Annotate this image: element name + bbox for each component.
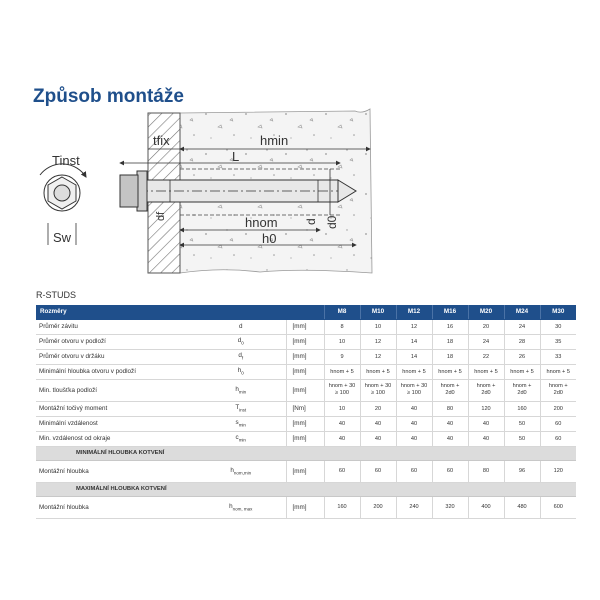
row-symbol — [196, 364, 286, 379]
section-title: MINIMÁLNÍ HLOUBKA KOTVENÍ — [36, 446, 576, 460]
header-size: M30 — [540, 305, 576, 319]
row-value: 40 — [360, 416, 396, 431]
table-row — [36, 349, 576, 364]
symbol-letter: h — [235, 385, 239, 393]
label-hnom: hnom — [245, 215, 278, 230]
row-value: hnom + 5 — [468, 364, 504, 379]
label-tinst: Tinst — [52, 153, 80, 168]
row-value: 18 — [432, 334, 468, 349]
table-section-row — [36, 446, 576, 460]
row-symbol — [196, 416, 286, 431]
label-df: df — [155, 211, 167, 221]
value-line-2: ≥ 100 — [407, 390, 421, 396]
row-value: 10 — [324, 334, 360, 349]
row-unit: [mm] — [286, 334, 324, 349]
table-row — [36, 364, 576, 379]
row-value: 60 — [540, 431, 576, 446]
row-label: Montážní točivý moment — [36, 401, 196, 416]
symbol-letter: d — [238, 352, 242, 360]
row-value: 60 — [324, 460, 360, 482]
table-row — [36, 401, 576, 416]
symbol-subscript: 0 — [241, 370, 244, 376]
row-symbol — [196, 401, 286, 416]
row-value: 14 — [396, 349, 432, 364]
row-value: 12 — [360, 349, 396, 364]
row-symbol — [196, 496, 286, 518]
row-unit: [mm] — [286, 349, 324, 364]
row-value: 40 — [360, 431, 396, 446]
symbol-subscript: min — [238, 389, 247, 395]
row-value: 50 — [504, 431, 540, 446]
row-value: 40 — [396, 401, 432, 416]
header-size: M16 — [432, 305, 468, 319]
row-value: 40 — [324, 431, 360, 446]
value-line-1: hnom + 2d0 — [440, 383, 460, 396]
row-value: 24 — [504, 319, 540, 334]
symbol-subscript: f — [241, 355, 244, 361]
row-value: 10 — [324, 401, 360, 416]
row-value: 40 — [324, 416, 360, 431]
row-value: 60 — [360, 460, 396, 482]
header-size: M20 — [468, 305, 504, 319]
row-value: 40 — [432, 416, 468, 431]
row-value: 20 — [468, 319, 504, 334]
symbol-letter: d — [237, 337, 242, 345]
row-value: 40 — [468, 431, 504, 446]
row-value: hnom + 5 — [324, 364, 360, 379]
row-label: Minimální hloubka otvoru v podloží — [36, 364, 196, 379]
row-value: 16 — [432, 319, 468, 334]
header-size: M8 — [324, 305, 360, 319]
row-symbol — [196, 334, 286, 349]
row-value — [432, 379, 468, 401]
section-label: R-STUDS — [36, 290, 76, 300]
table-row — [36, 334, 576, 349]
value-line-2: ≥ 100 — [335, 390, 349, 396]
row-unit: [mm] — [286, 319, 324, 334]
row-value — [540, 379, 576, 401]
row-value: hnom + 5 — [504, 364, 540, 379]
table-row — [36, 379, 576, 401]
row-value: 40 — [396, 416, 432, 431]
header-label: Rozměry — [36, 305, 196, 319]
row-value: 400 — [468, 496, 504, 518]
symbol-subscript: inst — [239, 407, 247, 413]
row-value: 28 — [504, 334, 540, 349]
label-d: d — [304, 218, 318, 225]
row-label: Montážní hloubka — [36, 460, 196, 482]
row-value: 12 — [396, 319, 432, 334]
row-value: hnom + 5 — [396, 364, 432, 379]
row-value: 8 — [324, 319, 360, 334]
row-value: 30 — [540, 319, 576, 334]
symbol-letter: h — [230, 466, 234, 474]
row-value: 480 — [504, 496, 540, 518]
row-value: 240 — [396, 496, 432, 518]
row-value: hnom + 5 — [432, 364, 468, 379]
row-label: Min. vzdálenost od okraje — [36, 431, 196, 446]
header-size: M12 — [396, 305, 432, 319]
row-value: 24 — [468, 334, 504, 349]
symbol-letter: s — [235, 419, 239, 427]
row-value: 120 — [540, 460, 576, 482]
row-value: 600 — [540, 496, 576, 518]
row-value: 18 — [432, 349, 468, 364]
value-line-1: hnom + 2d0 — [512, 383, 532, 396]
row-value: 200 — [360, 496, 396, 518]
row-value — [360, 379, 396, 401]
row-value: hnom + 5 — [540, 364, 576, 379]
row-label: Min. tloušťka podloží — [36, 379, 196, 401]
label-hmin: hmin — [260, 133, 289, 148]
row-value: 50 — [504, 416, 540, 431]
row-symbol — [196, 460, 286, 482]
row-value: 200 — [540, 401, 576, 416]
row-unit: [mm] — [286, 379, 324, 401]
label-L: L — [232, 149, 240, 164]
label-sw: Sw — [53, 230, 72, 245]
spec-table — [36, 305, 576, 519]
symbol-letter: T — [235, 404, 240, 412]
table-body — [36, 319, 576, 518]
symbol-subscript: min — [238, 422, 246, 428]
label-tfix: tfix — [153, 133, 170, 148]
row-unit: [mm] — [286, 431, 324, 446]
table-row — [36, 431, 576, 446]
row-value: 14 — [396, 334, 432, 349]
nut-top-view — [40, 164, 86, 211]
symbol-subscript: nom,min — [233, 470, 252, 476]
anchor-rod — [120, 180, 356, 202]
symbol-subscript: min — [238, 437, 246, 443]
symbol-letter: h — [229, 502, 233, 510]
installation-diagram — [0, 105, 600, 280]
header-size: M10 — [360, 305, 396, 319]
row-symbol — [196, 379, 286, 401]
row-value: 80 — [468, 460, 504, 482]
table-header — [36, 305, 576, 319]
table-row — [36, 496, 576, 518]
row-value: 160 — [504, 401, 540, 416]
symbol-subscript: 0 — [241, 340, 244, 346]
table-row — [36, 460, 576, 482]
table-section-row — [36, 482, 576, 496]
row-value: 320 — [432, 496, 468, 518]
row-value: 35 — [540, 334, 576, 349]
row-value: 33 — [540, 349, 576, 364]
page-title: Způsob montáže — [33, 86, 184, 107]
value-line-1: hnom + 30 — [364, 383, 392, 389]
row-value: 40 — [468, 416, 504, 431]
row-value: 10 — [360, 319, 396, 334]
row-value: 9 — [324, 349, 360, 364]
value-line-1: hnom + 2d0 — [476, 383, 496, 396]
row-label: Montážní hloubka — [36, 496, 196, 518]
row-value: 120 — [468, 401, 504, 416]
row-unit: [mm] — [286, 496, 324, 518]
row-value — [504, 379, 540, 401]
row-symbol — [196, 349, 286, 364]
symbol-subscript: nom, max — [232, 506, 253, 512]
row-label: Průměr závitu — [36, 319, 196, 334]
row-value: 60 — [396, 460, 432, 482]
row-unit: [mm] — [286, 364, 324, 379]
row-label: Minimální vzdálenost — [36, 416, 196, 431]
row-value: hnom + 5 — [360, 364, 396, 379]
row-unit: [Nm] — [286, 401, 324, 416]
value-line-1: hnom + 30 — [328, 383, 356, 389]
row-value: 96 — [504, 460, 540, 482]
symbol-letter: d — [238, 323, 243, 330]
header-size: M24 — [504, 305, 540, 319]
section-title: MAXIMÁLNÍ HLOUBKA KOTVENÍ — [36, 482, 576, 496]
row-value: 26 — [504, 349, 540, 364]
row-value: 12 — [360, 334, 396, 349]
row-label: Průměr otvoru v podloží — [36, 334, 196, 349]
row-value — [468, 379, 504, 401]
value-line-1: hnom + 30 — [400, 383, 428, 389]
row-value: 22 — [468, 349, 504, 364]
row-value: 40 — [396, 431, 432, 446]
symbol-letter: h — [237, 367, 242, 375]
row-value: 80 — [432, 401, 468, 416]
row-symbol — [196, 431, 286, 446]
value-line-1: hnom + 2d0 — [548, 383, 568, 396]
table-row — [36, 319, 576, 334]
label-h0: h0 — [262, 231, 277, 246]
row-unit: [mm] — [286, 460, 324, 482]
symbol-letter: c — [235, 434, 239, 442]
row-value: 40 — [432, 431, 468, 446]
row-unit: [mm] — [286, 416, 324, 431]
row-value — [396, 379, 432, 401]
row-label: Průměr otvoru v držáku — [36, 349, 196, 364]
row-value: 60 — [432, 460, 468, 482]
value-line-2: ≥ 100 — [371, 390, 385, 396]
row-value: 60 — [540, 416, 576, 431]
row-value: 20 — [360, 401, 396, 416]
row-value: 160 — [324, 496, 360, 518]
table-row — [36, 416, 576, 431]
row-symbol — [196, 319, 286, 334]
nut-washer — [120, 171, 147, 211]
label-d0: d0 — [325, 215, 339, 229]
row-value — [324, 379, 360, 401]
